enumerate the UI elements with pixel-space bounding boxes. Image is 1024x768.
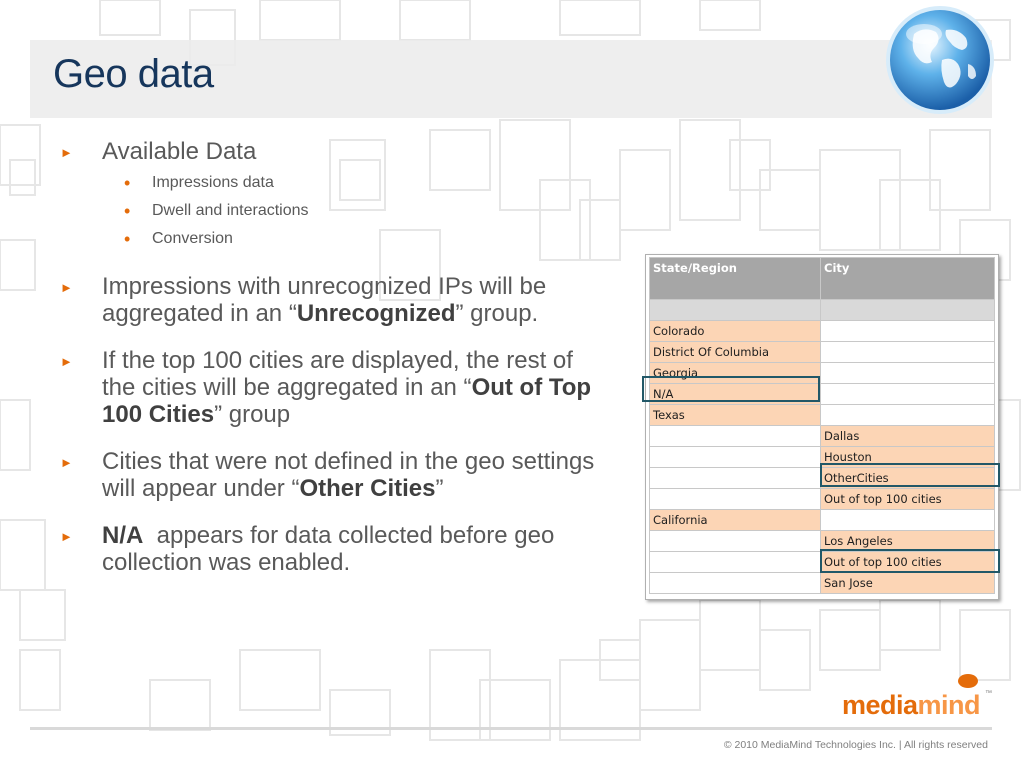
bullet-other-cities [58,448,603,502]
bullet-text: ” group [214,401,291,428]
bullet-triangle-icon: ► [60,280,73,295]
bullet-triangle-icon: ► [60,529,73,544]
cell-state-region [650,300,821,321]
cell-city [821,510,995,531]
bullet-text: appears for data collected before geo collection was enabled. [102,522,561,576]
sub-bullet-item [102,225,603,253]
geo-table-screenshot [645,254,999,600]
bullet-dot-icon: • [124,229,131,249]
highlight-na [642,376,820,402]
bullet-bold-text: Unrecognized [296,300,456,327]
cell-state-region: Colorado [650,321,821,342]
cell-city [821,321,995,342]
cell-city [821,384,995,405]
cell-city [821,405,995,426]
header-state-region: State/Region [650,258,821,300]
bullet-text: ” group. [455,300,539,327]
mediamind-logo [842,690,992,724]
header-city: City [821,258,995,300]
cell-state-region: Texas [650,405,821,426]
cell-city [821,300,995,321]
cell-state-region: Georgia [650,363,821,384]
table-row [650,405,995,426]
cell-state-region [650,468,821,489]
table-row [650,321,995,342]
bullet-bold-text: Out of Top 100 Cities [102,374,592,428]
cell-city [821,363,995,384]
sub-bullet-text: Dwell and interactions [152,202,309,219]
cell-state-region [650,573,821,594]
sub-bullet-item [102,169,603,197]
sub-bullet-text: Impressions data [152,174,274,191]
table-blank-row [650,300,995,321]
table-row [650,426,995,447]
sub-bullet-text: Conversion [152,230,233,247]
bullet-text: Impressions with unrecognized IPs will be aggregated in an “ [102,273,547,327]
bullet-top-100 [58,347,603,428]
cell-city: Out of top 100 cities [821,489,995,510]
bullet-bold-text: Other Cities [299,475,436,502]
table-header-row [650,258,995,300]
cell-state-region: N/A [650,384,821,405]
cell-state-region [650,489,821,510]
cell-city: Out of top 100 cities [821,552,995,573]
cell-state-region [650,426,821,447]
cell-state-region [650,447,821,468]
sub-bullet-list [102,169,603,253]
cell-state-region [650,552,821,573]
cell-state-region: District Of Columbia [650,342,821,363]
slide-title: Geo data [53,52,214,96]
bullet-triangle-icon: ► [60,354,73,369]
bullet-dot-icon: • [124,201,131,221]
cell-city: OtherCities [821,468,995,489]
bullet-triangle-icon: ► [60,145,73,160]
bullet-na [58,522,603,576]
footer-rule [30,727,992,730]
table-row [650,342,995,363]
bullet-text: ” [435,475,444,502]
bullet-text: Available Data [102,138,257,165]
bullet-unrecognized [58,273,603,327]
cell-city: Houston [821,447,995,468]
logo-part1: media [842,690,918,720]
footer-copyright: © 2010 MediaMind Technologies Inc. | All rights reserved [723,739,988,751]
bullet-text: Cities that were not defined in the geo settings will appear under “ [102,448,595,502]
cell-city: San Jose [821,573,995,594]
bullet-list [58,138,603,596]
logo-text [842,690,980,721]
highlight-out-of-top-100 [820,549,1000,573]
table-row [650,573,995,594]
bullet-bold-text: N/A [102,522,144,549]
geo-table [649,257,995,594]
highlight-othercities [820,463,1000,487]
bullet-dot-icon: • [124,173,131,193]
sub-bullet-item [102,197,603,225]
cell-city: Los Angeles [821,531,995,552]
globe-icon [884,4,996,116]
bullet-available-data [58,138,603,253]
logo-bubble-icon [958,674,978,688]
table-row [650,510,995,531]
table-row [650,489,995,510]
cell-state-region: California [650,510,821,531]
bullet-triangle-icon: ► [60,455,73,470]
bullet-text: If the top 100 cities are displayed, the rest of the cities will be aggregated in an “ [102,347,573,401]
cell-state-region [650,531,821,552]
logo-trademark: ™ [985,690,992,697]
cell-city: Dallas [821,426,995,447]
logo-part2: mind [917,690,981,720]
cell-city [821,342,995,363]
